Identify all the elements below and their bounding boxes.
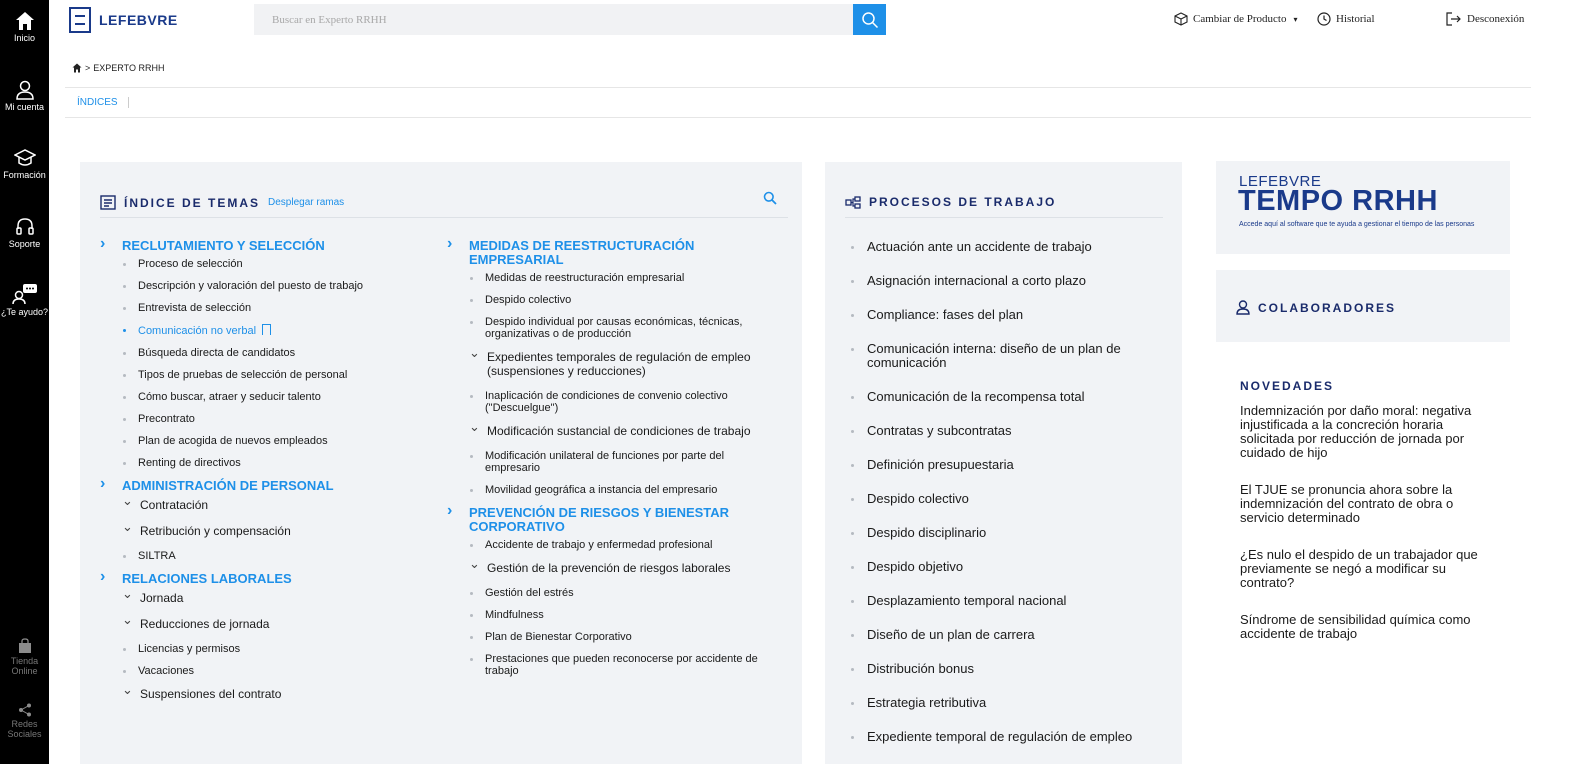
novedad-item[interactable]: El TJUE se pronuncia ahora sobre la indemnización del contrato de obra o servicio determinado [1240, 482, 1454, 525]
topic-label: Movilidad geográfica a instancia del empresario [485, 484, 718, 496]
topic-item[interactable] [427, 609, 772, 621]
topic-branch[interactable] [80, 498, 425, 512]
proceso-item[interactable]: Despido disciplinario [825, 526, 1182, 540]
proceso-item[interactable]: Despido objetivo [825, 560, 1182, 574]
topic-label: Inaplicación de condiciones de convenio colectivo ("Descuelgue") [485, 390, 728, 414]
topic-item[interactable] [80, 302, 425, 314]
topic-branch[interactable] [427, 561, 772, 575]
breadcrumb [72, 63, 164, 73]
topic-branch[interactable] [427, 424, 772, 438]
workflow-icon [845, 196, 861, 209]
novedad-item[interactable]: ¿Es nulo el despido de un trabajador que previamente se negó a modificar su contrato? [1240, 547, 1478, 590]
topic-item[interactable] [80, 550, 425, 562]
sidebar-item-soporte[interactable] [0, 217, 49, 249]
topic-label: Descripción y valoración del puesto de trabajo [138, 280, 364, 292]
proceso-item[interactable]: Despido colectivo [825, 492, 1182, 506]
topic-item[interactable] [80, 391, 425, 403]
topic-label: Gestión del estrés [485, 587, 574, 599]
search-bar [254, 4, 886, 35]
divider [100, 217, 788, 218]
sidebar-item-label: Tienda Online [10, 656, 39, 676]
topic-category[interactable]: › RECLUTAMIENTO Y SELECCIÓN [80, 239, 425, 253]
user-icon [1236, 300, 1250, 315]
headset-icon [15, 217, 35, 237]
topic-label: Licencias y permisos [138, 643, 241, 655]
novedades-title: NOVEDADES [1240, 379, 1335, 393]
topic-item[interactable] [80, 435, 425, 447]
topic-label: Tipos de pruebas de selección de personal [138, 369, 348, 381]
topic-label: Modificación unilateral de funciones por parte del empresario [485, 450, 725, 474]
sidebar-item-label: ¿Te ayudo? [0, 307, 49, 317]
topic-label: Vacaciones [138, 665, 195, 677]
colaboradores-panel[interactable] [1216, 270, 1510, 342]
proceso-item[interactable]: Definición presupuestaria [825, 458, 1182, 472]
topic-item[interactable] [427, 294, 772, 306]
topic-label: Cómo buscar, atraer y seducir talento [138, 391, 321, 403]
sidebar-item-inicio[interactable] [0, 11, 49, 43]
topic-item[interactable] [80, 413, 425, 425]
bookmark-icon[interactable] [262, 324, 271, 335]
user-icon [15, 80, 35, 100]
topic-label: Despido colectivo [485, 294, 572, 306]
sidebar-item-formacion[interactable] [0, 148, 49, 180]
topic-branch[interactable] [80, 524, 425, 538]
topic-label: Prestaciones que pueden reconocerse por accidente de trabajo [485, 653, 758, 677]
topic-label: Plan de Bienestar Corporativo [485, 631, 632, 643]
logout-link[interactable] [1446, 12, 1524, 26]
temas-column-left [80, 239, 425, 713]
topic-item[interactable] [427, 450, 772, 474]
topic-item[interactable] [80, 665, 425, 677]
indice-temas-panel [80, 162, 802, 764]
change-product-label: Cambiar de Producto [1193, 13, 1287, 25]
topic-item[interactable] [427, 653, 772, 677]
colaboradores-title: COLABORADORES [1258, 300, 1397, 315]
graduation-cap-icon [14, 148, 36, 168]
topic-label: Entrevista de selección [138, 302, 252, 314]
topic-label: Expedientes temporales de regulación de empleo (suspensiones y reducciones) [487, 350, 751, 378]
topic-category[interactable]: › MEDIDAS DE REESTRUCTURACIÓN EMPRESARIAL [427, 239, 772, 267]
tempo-product: TEMPO RRHH [1238, 185, 1438, 217]
search-button[interactable] [853, 4, 886, 35]
topic-item[interactable] [427, 539, 772, 551]
topic-branch[interactable] [80, 591, 425, 605]
home-icon[interactable] [72, 63, 82, 73]
topic-item[interactable] [427, 587, 772, 599]
sidebar-item-te-ayudo[interactable] [0, 283, 49, 317]
proceso-item[interactable]: Estrategia retributiva [825, 696, 1182, 710]
topic-item[interactable] [427, 631, 772, 643]
indice-temas-title: ÍNDICE DE TEMAS [124, 195, 261, 210]
topic-label: Gestión de la prevención de riesgos laborales [487, 561, 731, 575]
topic-category[interactable]: › RELACIONES LABORALES [80, 572, 425, 586]
tempo-brand: LEFEBVRE [1239, 173, 1322, 190]
sidebar-item-label: Mi cuenta [4, 102, 45, 112]
colaboradores-header [1236, 300, 1396, 315]
sidebar-item-label: Soporte [8, 239, 41, 249]
temas-column-right [427, 239, 772, 687]
topic-label: Jornada [140, 591, 184, 605]
topic-label: Comunicación no verbal [138, 325, 257, 337]
logo-text: LEFEBVRE [99, 12, 178, 28]
tab-bar [65, 87, 1531, 118]
proceso-item[interactable]: Contratas y subcontratas [825, 424, 1182, 438]
procesos-title: PROCESOS DE TRABAJO [869, 195, 1057, 209]
sidebar-item-label: Formación [3, 170, 46, 180]
sidebar-item-label: Redes Sociales [7, 719, 42, 739]
topic-label: Plan de acogida de nuevos empleados [138, 435, 328, 447]
history-link[interactable] [1317, 12, 1375, 26]
topic-label: Suspensiones del contrato [140, 687, 282, 701]
topic-item[interactable] [80, 347, 425, 359]
tempo-rrhh-banner[interactable] [1216, 161, 1510, 254]
tab-indices[interactable]: ÍNDICES [77, 97, 129, 108]
proceso-item[interactable]: Comunicación de la recompensa total [825, 390, 1182, 404]
proceso-item[interactable]: Diseño de un plan de carrera [825, 628, 1182, 642]
novedad-item[interactable]: Síndrome de sensibilidad química como accidente de trabajo [1240, 612, 1471, 641]
proceso-item[interactable]: Comunicación interna: diseño de un plan de comunicación [825, 342, 1182, 370]
proceso-item[interactable]: Compliance: fases del plan [825, 308, 1182, 322]
topic-item[interactable] [80, 280, 425, 292]
indice-temas-header [100, 195, 344, 210]
topic-item[interactable] [80, 643, 425, 655]
share-icon [18, 703, 32, 717]
search-icon [861, 11, 879, 29]
topic-branch[interactable] [80, 617, 425, 631]
novedad-item[interactable]: Indemnización por daño moral: negativa injustificada a la concreción horaria solicitada por reducción de jornada por cuidado de hijo [1240, 403, 1472, 460]
topic-branch[interactable] [427, 350, 772, 378]
breadcrumb-current: EXPERTO RRHH [93, 63, 165, 73]
search-input[interactable] [254, 4, 834, 35]
clock-icon [1317, 12, 1331, 26]
topic-item[interactable] [80, 457, 425, 469]
logout-icon [1446, 12, 1462, 26]
lefebvre-logo[interactable] [69, 7, 178, 33]
expand-branches-link[interactable]: Desplegar ramas [268, 197, 345, 208]
chat-assistant-icon [12, 283, 38, 305]
sidebar-item-mi-cuenta[interactable] [0, 80, 49, 112]
sidebar-item-redes-sociales[interactable] [0, 703, 49, 739]
search-icon[interactable] [763, 191, 777, 205]
proceso-item[interactable]: Asignación internacional a corto plazo [825, 274, 1182, 288]
left-sidebar [0, 0, 49, 764]
logout-label: Desconexión [1467, 13, 1525, 25]
divider [845, 217, 1163, 218]
novedades-list [1240, 404, 1490, 664]
shopping-bag-icon [18, 638, 32, 654]
topic-branch[interactable] [80, 687, 425, 701]
topic-label: Modificación sustancial de condiciones de trabajo [487, 424, 751, 438]
topic-category[interactable]: › PREVENCIÓN DE RIESGOS Y BIENESTAR CORPORATIVO [427, 506, 772, 534]
topic-label: Precontrato [138, 413, 195, 425]
procesos-panel [825, 162, 1182, 764]
breadcrumb-separator: > [85, 63, 91, 73]
topic-label: Accidente de trabajo y enfermedad profesional [485, 539, 713, 551]
cube-icon [1174, 12, 1188, 26]
sidebar-item-label: Inicio [13, 33, 35, 43]
sidebar-item-tienda-online[interactable] [0, 638, 49, 676]
logo-mark-icon [69, 7, 91, 33]
change-product-menu[interactable] [1174, 12, 1298, 26]
topic-category[interactable]: › ADMINISTRACIÓN DE PERSONAL [80, 479, 425, 493]
proceso-item[interactable]: Expediente temporal de regulación de empleo [825, 730, 1182, 744]
topic-item[interactable] [427, 484, 772, 496]
top-bar [49, 0, 1571, 42]
topic-label: SILTRA [138, 550, 176, 562]
proceso-item[interactable]: Actuación ante un accidente de trabajo [825, 240, 1182, 254]
proceso-item[interactable]: Desplazamiento temporal nacional [825, 594, 1182, 608]
topic-item[interactable] [80, 324, 425, 337]
topic-item[interactable] [427, 316, 772, 340]
proceso-item[interactable]: Distribución bonus [825, 662, 1182, 676]
home-icon [15, 11, 35, 31]
topic-label: Renting de directivos [138, 457, 241, 469]
topic-label: Reducciones de jornada [140, 617, 270, 631]
document-list-icon [100, 195, 116, 210]
topic-item[interactable] [427, 390, 772, 414]
tempo-tagline: Accede aquí al software que te ayuda a gestionar el tiempo de las personas [1239, 221, 1475, 228]
topic-item[interactable] [427, 272, 772, 284]
topic-label: Retribución y compensación [140, 524, 291, 538]
history-label: Historial [1336, 13, 1375, 25]
chevron-down-icon: ▾ [1293, 14, 1298, 24]
procesos-list [825, 240, 1182, 764]
topic-item[interactable] [80, 258, 425, 270]
procesos-header [845, 195, 1056, 209]
topic-label: Búsqueda directa de candidatos [138, 347, 296, 359]
topic-label: Mindfulness [485, 609, 544, 621]
topic-label: Contratación [140, 498, 209, 512]
topic-item[interactable] [80, 369, 425, 381]
topic-label: Proceso de selección [138, 258, 243, 270]
topic-label: Medidas de reestructuración empresarial [485, 272, 685, 284]
topic-label: Despido individual por causas económicas, técnicas, organizativas o de producción [485, 316, 743, 340]
